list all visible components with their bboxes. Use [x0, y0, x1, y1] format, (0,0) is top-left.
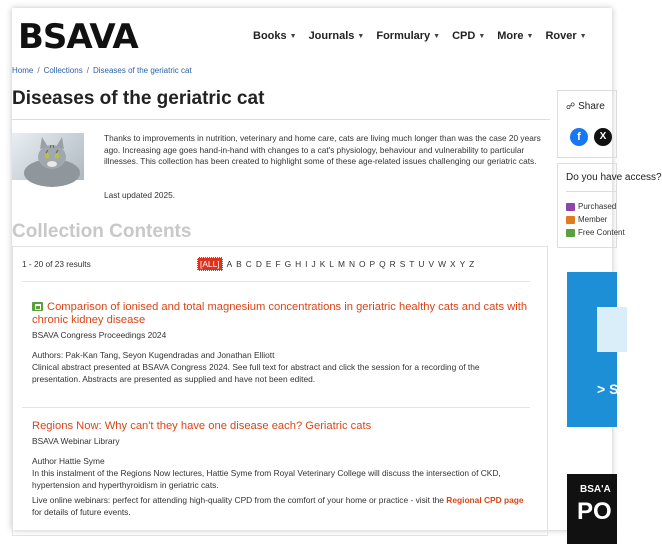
note-text: for details of future events. [32, 506, 131, 517]
alpha-filter-letter[interactable]: N [348, 259, 355, 269]
legend-label: Member [578, 215, 608, 224]
alpha-filter-letter[interactable]: B [236, 259, 242, 269]
alpha-filter-letter[interactable]: K [319, 259, 326, 269]
chevron-down-icon: ▼ [478, 32, 486, 40]
member-icon [566, 216, 575, 224]
result-source: BSAVA Webinar Library [32, 436, 120, 446]
breadcrumb-collections[interactable]: Collections [43, 66, 83, 75]
collection-intro: Thanks to improvements in nutrition, veterinary and home care, cats are living much longer than was the case 20 years ago. Increasing age goes hand-in-hand with changes to a cat's physiology, behaviour and vulnerability to particular illnesses. This collection has been created to highlight some of these age-related issues challenging our geriatric cats. [104, 133, 541, 167]
alpha-filter-letter[interactable]: L [329, 259, 334, 269]
alpha-filter-letter[interactable]: A [226, 259, 233, 269]
nav-cpd[interactable] [452, 30, 485, 42]
share-heading[interactable] [566, 101, 605, 112]
sidebar-advert[interactable] [567, 272, 643, 427]
alpha-filter-letter[interactable]: U [418, 259, 425, 269]
alpha-filter-letter[interactable]: Q [379, 259, 386, 269]
chevron-down-icon: ▼ [433, 32, 441, 40]
divider [566, 191, 616, 192]
alpha-filter-letter[interactable]: T [409, 259, 415, 269]
advert-logo-text: BSA'A [580, 484, 611, 495]
divider [22, 407, 530, 408]
nav-label: CPD [452, 30, 476, 42]
alpha-filter-letter[interactable]: C [245, 259, 252, 269]
alpha-filter-letter[interactable]: Z [469, 259, 475, 269]
result-title[interactable] [32, 301, 530, 327]
share-icon: ☍ [566, 101, 576, 111]
bsava-logo[interactable]: BSAVA [18, 17, 138, 57]
result-authors: Authors: Pak-Kan Tang, Seyon Kugendradas and Jonathan Elliott [32, 350, 275, 360]
alpha-filter-letter[interactable]: O [359, 259, 366, 269]
alpha-filter-letter[interactable]: P [369, 259, 376, 269]
breadcrumb-separator: / [37, 66, 40, 75]
result-title-text[interactable]: Comparison of ionised and total magnesium concentrations in geriatric healthy cats and cats with chronic kidney disease [32, 301, 528, 326]
nav-journals[interactable] [309, 30, 365, 42]
alpha-filter-letter[interactable]: M [337, 259, 345, 269]
nav-label: Formulary [376, 30, 431, 42]
result-abstract: Clinical abstract presented at BSAVA Congress 2024. See full text for abstract and click the session for a recording of the presentation. Abstracts are presented as supplied and have not been edited. [32, 362, 480, 384]
divider [22, 281, 530, 282]
legend-purchased [566, 202, 616, 211]
page-title: Diseases of the geriatric cat [12, 88, 265, 109]
alpha-filter-letter[interactable]: W [438, 259, 446, 269]
breadcrumb-current[interactable]: Diseases of the geriatric cat [92, 66, 192, 75]
alpha-filter-letter[interactable]: V [428, 259, 435, 269]
facebook-icon[interactable]: f [570, 128, 588, 146]
page-frame [12, 8, 662, 530]
alphabet-filter [197, 257, 474, 271]
cat-illustration [12, 133, 84, 180]
chevron-down-icon: ▼ [289, 32, 297, 40]
chevron-down-icon: ▼ [357, 32, 365, 40]
nav-rover[interactable] [545, 30, 586, 42]
nav-label: Books [253, 30, 287, 42]
result-item [32, 301, 530, 385]
nav-more[interactable] [497, 30, 533, 42]
divider [12, 119, 550, 120]
alpha-filter-all[interactable]: [ALL] [197, 257, 223, 271]
alpha-filter-letter[interactable]: H [295, 259, 302, 269]
alpha-filter-letter[interactable]: E [265, 259, 272, 269]
free-content-icon [566, 229, 575, 237]
alpha-filter-letter[interactable]: S [399, 259, 406, 269]
nav-books[interactable] [253, 30, 297, 42]
result-abstract: In this instalment of the Regions Now lectures, Hattie Syme from Royal Veterinary College will discuss the intersection of CKD, hypertension and hyperthyroidism in geriatric cats. [32, 468, 501, 490]
results-panel [12, 246, 548, 536]
free-access-icon [32, 302, 43, 311]
last-updated: Last updated 2025. [104, 190, 176, 200]
share-panel [557, 90, 617, 158]
alpha-filter-letter[interactable]: I [305, 259, 308, 269]
purchased-icon [566, 203, 575, 211]
advert-text: > Se fe [597, 381, 643, 397]
result-item [32, 420, 530, 518]
nav-label: Journals [308, 30, 355, 42]
note-text: Live online webinars: perfect for attending high-quality CPD from the comfort of your home or practice - visit the [32, 495, 447, 505]
alpha-filter-letter[interactable]: J [311, 259, 316, 269]
legend-label: Free Content [578, 228, 625, 237]
alpha-filter-letter[interactable]: X [449, 259, 456, 269]
chevron-down-icon: ▼ [526, 32, 534, 40]
breadcrumb-home[interactable]: Home [12, 66, 34, 75]
nav-label: Rover [545, 30, 577, 42]
legend-free-content [566, 228, 625, 237]
result-source: BSAVA Congress Proceedings 2024 [32, 330, 167, 340]
x-twitter-icon[interactable]: X [594, 128, 612, 146]
sidebar-advert-podcast[interactable] [567, 474, 617, 544]
alpha-filter-letter[interactable]: G [284, 259, 292, 269]
collection-cat-image [12, 133, 84, 180]
results-count: 1 - 20 of 23 results [22, 259, 91, 269]
alpha-filter-letter[interactable]: D [255, 259, 262, 269]
legend-member [566, 215, 607, 224]
access-legend-title: Do you have access? [566, 172, 662, 183]
access-legend-panel [557, 163, 662, 248]
result-note [32, 495, 530, 518]
alpha-filter-letter[interactable]: F [275, 259, 281, 269]
legend-label: Purchased [578, 202, 617, 211]
nav-label: More [497, 30, 524, 42]
nav-formulary[interactable] [376, 30, 440, 42]
advert-graphic [597, 307, 627, 352]
collection-contents-heading: Collection Contents [12, 221, 192, 242]
share-label: Share [578, 101, 605, 112]
breadcrumb-separator: / [86, 66, 89, 75]
alpha-filter-letter[interactable]: R [389, 259, 396, 269]
result-authors: Author Hattie Syme [32, 456, 105, 466]
result-title[interactable]: Regions Now: Why can't they have one disease each? Geriatric cats [32, 420, 372, 432]
main-nav [253, 30, 587, 42]
regional-cpd-link[interactable]: Regional CPD page [446, 495, 524, 505]
breadcrumb [12, 66, 192, 75]
advert-headline: PO [577, 498, 612, 525]
alpha-filter-letter[interactable]: Y [459, 259, 466, 269]
chevron-down-icon: ▼ [579, 32, 587, 40]
